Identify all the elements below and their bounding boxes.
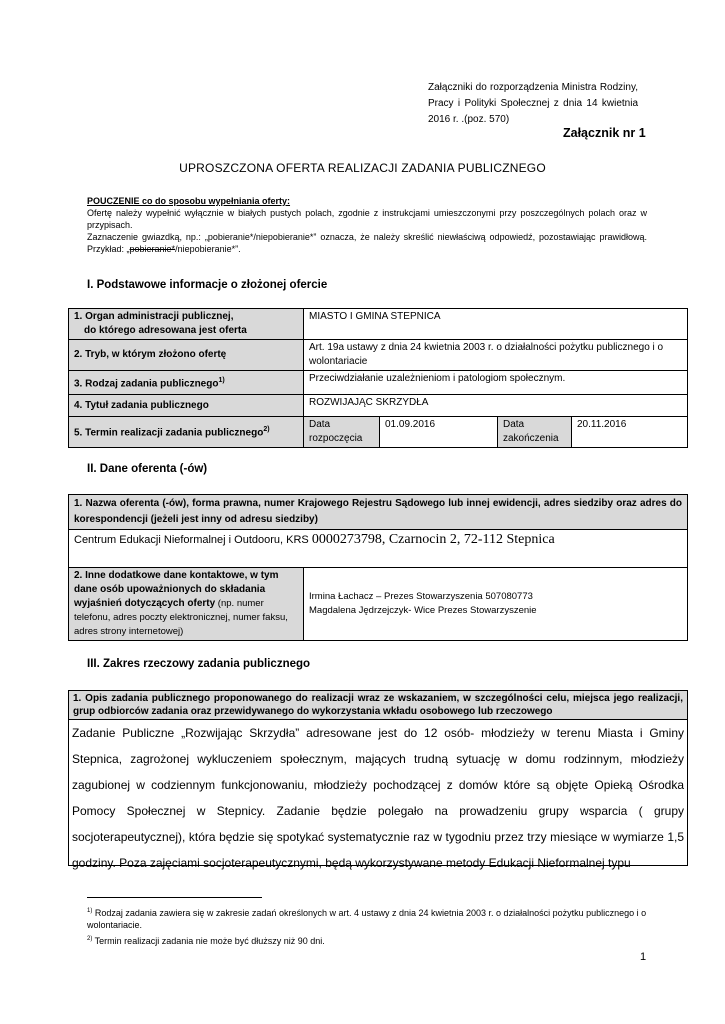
end-date-label: Data zakończenia: [498, 417, 572, 448]
task-type-value[interactable]: Przeciwdziałanie uzależnieniom i patologiom społecznym.: [304, 371, 688, 395]
section-3-heading: III. Zakres rzeczowy zadania publicznego: [87, 658, 311, 670]
section-1-heading: I. Podstawowe informacje o złożonej ofercie: [87, 279, 328, 291]
task-description-text[interactable]: Zadanie Publiczne „Rozwijając Skrzydła” adresowane jest do 12 osób- młodzieży w terenu Miasta i Gminy Stepnica, zagrożonej wykluczeniem społecznym, mających trudną sytuację w domu rodzinnym, młodzieży zagubionej w codziennym funkcjonowaniu, młodzieży pochodzącej z domów które są objęte Opieką Ośrodka Pomocy Społecznej w Stepnicy. Zadanie będzie polegało na prowadzeniu grupy wsparcia ( grupy socjoterapeutycznej), która będzie się spotykać systematycznie raz w tygodniu przez trzy miesiące w wymiarze 1,5 godziny. Poza zajęciami socjoterapeutycznymi, będą wykorzystywane metody Edukacji Nieformalnej typu: [72, 726, 684, 870]
task-title-label: 4. Tytuł zadania publicznego: [69, 395, 304, 417]
organ-label-line-1: 1. Organ administracji publicznej,: [74, 311, 234, 322]
organ-label: [69, 309, 304, 340]
footnote-2-text: Termin realizacji zadania nie może być dłuższy niż 90 dni.: [92, 936, 325, 946]
contact-person-1: Irmina Łachacz – Prezes Stowarzyszenia 507080773: [309, 591, 533, 602]
footnote-1-text: Rodzaj zadania zawiera się w zakresie zadań określonych w art. 4 ustawy z dnia 24 kwietnia 2003 r. o działalności pożytku publicznego i o wolontariacie.: [87, 908, 647, 930]
task-type-label-text: 3. Rodzaj zadania publicznego: [74, 378, 219, 390]
offeror-name-text: Centrum Edukacji Nieformalnej i Outdooru, KRS: [74, 534, 312, 546]
task-description-label: 1. Opis zadania publicznego proponowanego do realizacji wraz ze wskazaniem, w szczególności celu, miejsca jego realizacji, grup odbiorców zadania oraz przewidywanego do wykorzystania wkładu osobowego lub rzeczowego: [69, 691, 687, 720]
instructions-p2-end: /niepobieranie*”.: [175, 244, 241, 254]
footnote-2: [87, 933, 657, 947]
contact-person-2: Magdalena Jędrzejczyk- Wice Prezes Stowarzyszenie: [309, 605, 537, 616]
mode-label: 2. Tryb, w którym złożono ofertę: [69, 340, 304, 371]
end-date-value[interactable]: 20.11.2016: [572, 417, 688, 448]
organ-label-line-2: do którego adresowana jest oferta: [84, 325, 247, 336]
document-title: UPROSZCZONA OFERTA REALIZACJI ZADANIA PUBLICZNEGO: [179, 161, 546, 175]
section-2-heading: II. Dane oferenta (-ów): [87, 463, 208, 475]
footnote-ref-1: 1): [218, 376, 225, 384]
instructions-paragraph-1: Ofertę należy wypełnić wyłącznie w białych pustych polach, zgodnie z instrukcjami umieszczonymi przy poszczególnych polach oraz w przypisach.: [87, 208, 647, 230]
contact-label-bold: 2. Inne dodatkowe dane kontaktowe, w tym dane osób upoważnionych do składania wyjaśnień dotyczących oferty: [74, 570, 279, 609]
page-number: 1: [640, 951, 647, 963]
offeror-table: [68, 494, 688, 641]
offeror-krs-address: 0000273798, Czarnocin 2, 72-112 Stepnica: [311, 532, 555, 547]
start-date-value[interactable]: 01.09.2016: [380, 417, 498, 448]
footnote-1-mark: 1): [87, 908, 93, 914]
basic-info-table: [68, 308, 688, 448]
deadline-label-text: 5. Termin realizacji zadania publicznego: [74, 427, 264, 439]
task-description-box: [68, 690, 688, 870]
attachment-note: Załączniki do rozporządzenia Ministra Rodziny, Pracy i Polityki Społecznej z dnia 14 kwietnia 2016 r. .(poz. 570): [428, 82, 638, 125]
instructions-p2-text: Zaznaczenie gwiazdką, np.: „pobieranie*/niepobieranie*” oznacza, że należy skreślić niewłaściwą odpowiedź, pozostawiając prawidłową. Przykład: „: [87, 232, 647, 254]
mode-value[interactable]: Art. 19a ustawy z dnia 24 kwietnia 2003 r. o działalności pożytku publicznego i o wolontariacie: [304, 340, 688, 371]
contact-label-note: (np. numer telefonu, adres poczty elektronicznej, numer faksu, adres strony internetowej): [74, 598, 288, 637]
footnote-ref-2: 2): [263, 426, 270, 434]
task-type-label: [69, 371, 304, 395]
start-date-label: Data rozpoczęcia: [304, 417, 380, 448]
contact-label: [69, 568, 304, 641]
organ-value[interactable]: MIASTO I GMINA STEPNICA: [304, 309, 688, 340]
strikethrough-example: pobieranie*: [129, 244, 176, 254]
annex-label: Załącznik nr 1: [563, 126, 646, 140]
footnote-2-mark: 2): [87, 936, 93, 942]
instructions-paragraph-2: [87, 231, 647, 255]
footnote-separator: [87, 897, 262, 898]
contact-value[interactable]: [304, 568, 688, 641]
task-title-value[interactable]: ROZWIJAJĄC SKRZYDŁA: [304, 395, 688, 417]
deadline-label: [69, 417, 304, 448]
instructions-heading: POUCZENIE co do sposobu wypełniania oferty:: [87, 196, 291, 206]
offeror-name-value[interactable]: [69, 530, 688, 568]
offeror-name-label: 1. Nazwa oferenta (-ów), forma prawna, numer Krajowego Rejestru Sądowego lub innej ewidencji, adres siedziby oraz adres do korespondencji (jeżeli jest inny od adresu siedziby): [69, 495, 688, 530]
instructions-block: [87, 195, 647, 255]
footnote-1: [87, 905, 657, 931]
